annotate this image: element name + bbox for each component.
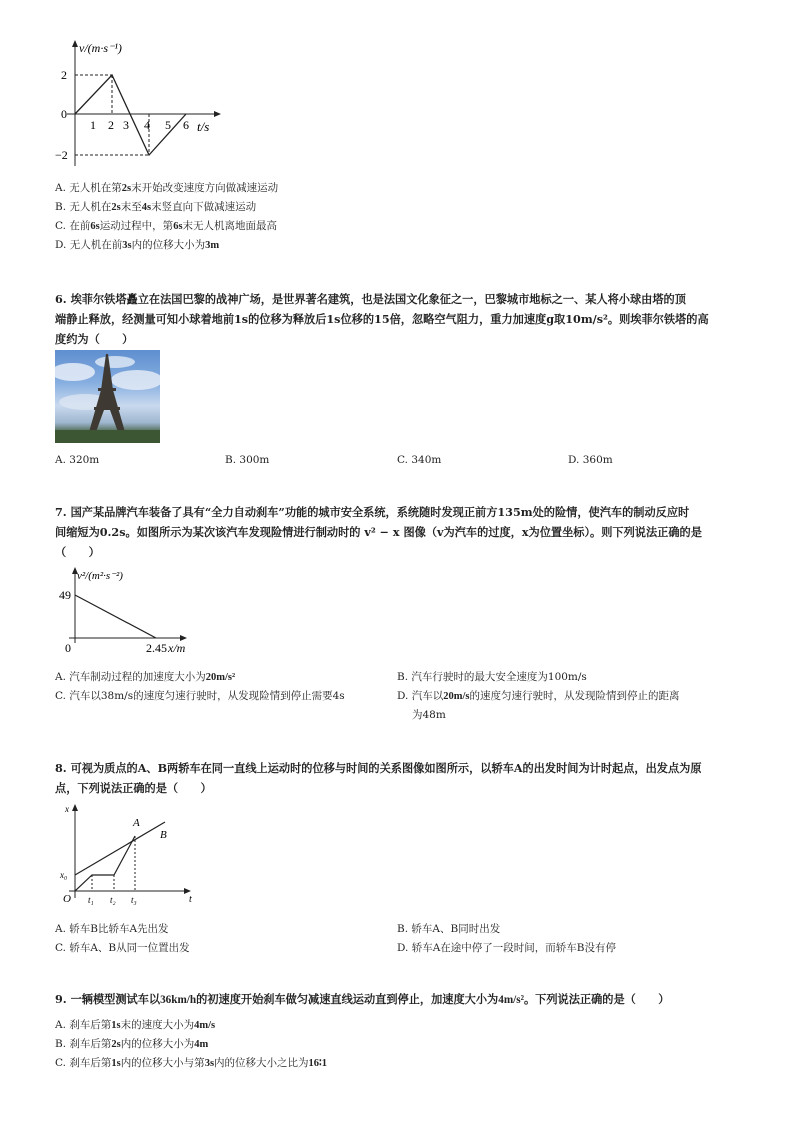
line-b-label: B	[160, 829, 167, 841]
x-tick-6: 6	[183, 118, 189, 132]
velocity-time-graph	[55, 38, 225, 173]
x-axis-label: x/m	[168, 641, 186, 655]
q7-option-a[interactable]: A. 汽车制动过程的加速度大小为20m/s²	[55, 671, 236, 683]
q5-option-d[interactable]: D. 无人机在前3s内的位移大小为3m	[55, 239, 220, 251]
q6-option-c[interactable]: C. 340m	[397, 454, 442, 466]
q8-option-d[interactable]: D. 轿车A在途中停了一段时间，而轿车B没有停	[397, 942, 617, 954]
q7-option-c[interactable]: C. 汽车以38m/s的速度匀速行驶时，从发现险情到停止需要4s	[55, 690, 345, 702]
q9-option-c[interactable]: C. 刹车后第1s内的位移大小与第3s内的位移大小之比为16∶1	[55, 1057, 328, 1069]
y-tick-2: 2	[61, 68, 67, 82]
line-a-label: A	[133, 817, 140, 829]
position-time-graph	[55, 802, 200, 910]
q9-option-b[interactable]: B. 刹车后第2s内的位移大小为4m	[55, 1038, 209, 1050]
q6-option-d[interactable]: D. 360m	[568, 454, 613, 466]
q9-option-a[interactable]: A. 刹车后第1s末的速度大小为4m/s	[55, 1019, 216, 1031]
x-tick-5: 5	[165, 118, 171, 132]
q7-option-b[interactable]: B. 汽车行驶时的最大安全速度为100m/s	[397, 671, 587, 683]
t1-label: t₁	[88, 895, 94, 905]
x-value-245: 2.45	[146, 641, 167, 655]
t3-label: t₃	[131, 895, 137, 905]
y-axis-label: v/(m·s⁻¹)	[79, 41, 122, 55]
q9-stem: 9. 一辆模型测试车以36km/h的初速度开始刹车做匀减速直线运动直到停止，加速度大小为4m/s²。下列说法正确的是（ ）	[55, 992, 670, 1006]
origin-label: 0	[65, 641, 71, 655]
y-tick-0: 0	[61, 107, 67, 121]
q6-option-b[interactable]: B. 300m	[225, 454, 270, 466]
q6-option-a[interactable]: A. 320m	[55, 454, 100, 466]
q7-option-d-line2: 为48m	[412, 709, 446, 721]
v2-x-graph	[55, 565, 200, 655]
eiffel-tower-photo	[55, 350, 160, 443]
q5-option-a[interactable]: A. 无人机在第2s末开始改变速度方向做减速运动	[55, 182, 279, 194]
x-tick-2: 2	[108, 118, 114, 132]
q8-stem: 8. 可视为质点的A、B两轿车在同一直线上运动时的位移与时间的关系图像如图所示，以轿车A的出发时间为计时起点，出发点为原 点，下列说法正确的是（ ）	[55, 761, 702, 795]
y-axis-label: x	[65, 804, 69, 814]
t2-label: t₂	[110, 895, 116, 905]
x-axis-label: t	[189, 894, 192, 905]
q5-option-c[interactable]: C. 在前6s运动过程中，第6s末无人机离地面最高	[55, 220, 278, 232]
x-tick-3: 3	[123, 118, 129, 132]
y-tick-neg2: −2	[55, 148, 68, 162]
q8-option-b[interactable]: B. 轿车A、B同时出发	[397, 923, 501, 935]
q8-option-a[interactable]: A. 轿车B比轿车A先出发	[55, 923, 169, 935]
q6-stem: 6. 埃菲尔铁塔矗立在法国巴黎的战神广场，是世界著名建筑，也是法国文化象征之一，巴黎城市地标之一、某人将小球由塔的顶 端静止释放，经测量可知小球着地前1s的位移为释放后1s位移的15倍，忽略空气阻力，重力加速度g取10m/s²。则埃菲尔铁塔的高 度约为（ ）	[55, 292, 709, 346]
x0-label: x₀	[60, 870, 68, 880]
origin-label: O	[63, 893, 71, 905]
x-axis-label: t/s	[197, 119, 210, 134]
q7-stem: 7. 国产某品牌汽车装备了具有“全力自动刹车”功能的城市安全系统，系统随时发现正前方135m处的险情，使汽车的制动反应时 间缩短为0.2s。如图所示为某次该汽车发现险情进行制动时的 v² − x 图像（v为汽车的过度，x为位置坐标）。则下列说法正确的是 （ ）	[55, 505, 702, 559]
x-tick-4: 4	[144, 118, 150, 132]
q5-option-b[interactable]: B. 无人机在2s末至4s末竖直向下做减速运动	[55, 201, 257, 213]
y-axis-label: v²/(m²·s⁻²)	[77, 570, 123, 582]
q7-option-d[interactable]: D. 汽车以20m/s的速度匀速行驶时，从发现险情到停止的距离	[397, 690, 680, 702]
x-tick-1: 1	[90, 118, 96, 132]
q8-option-c[interactable]: C. 轿车A、B从同一位置出发	[55, 942, 190, 954]
y-value-49: 49	[59, 588, 71, 602]
